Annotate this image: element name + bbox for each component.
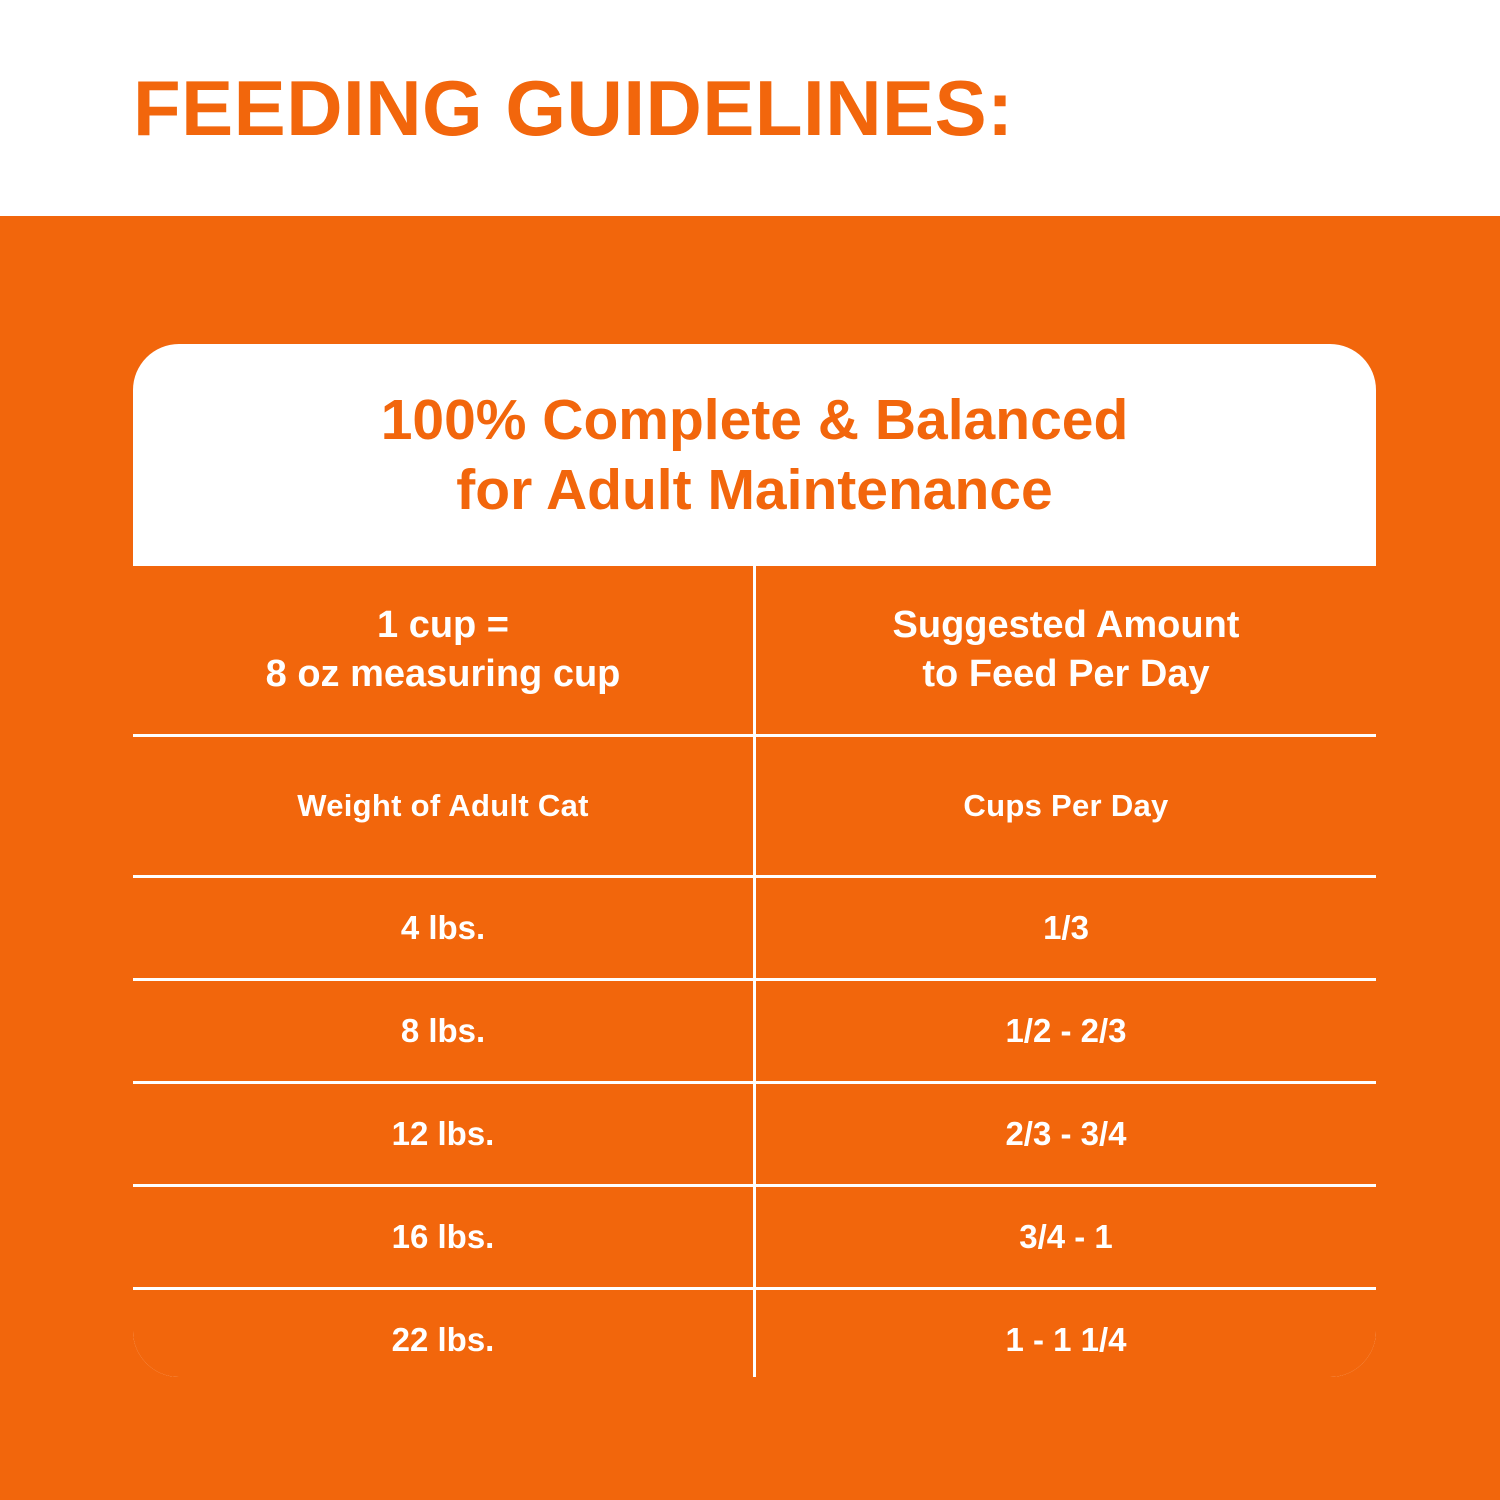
table-row [133, 1083, 1376, 1186]
table-top-header-row [133, 566, 1376, 736]
feeding-panel [133, 344, 1376, 1377]
cell-weight: 16 lbs. [133, 1186, 755, 1289]
column-header-weight: Weight of Adult Cat [133, 736, 755, 877]
suggested-amount-line-2: to Feed Per Day [922, 653, 1210, 695]
cell-weight: 22 lbs. [133, 1289, 755, 1378]
cell-weight: 4 lbs. [133, 877, 755, 980]
cup-definition-line-1: 1 cup = [377, 603, 509, 646]
cell-cups: 3/4 - 1 [755, 1186, 1377, 1289]
cell-cups: 1/3 [755, 877, 1377, 980]
cell-cups: 1/2 - 2/3 [755, 980, 1377, 1083]
cell-weight: 8 lbs. [133, 980, 755, 1083]
header-band [0, 0, 1500, 216]
table-column-header-row [133, 736, 1376, 877]
cup-definition-cell [133, 566, 755, 736]
table-row [133, 877, 1376, 980]
table-row [133, 1289, 1376, 1378]
cell-cups: 2/3 - 3/4 [755, 1083, 1377, 1186]
table-row [133, 980, 1376, 1083]
feeding-table [133, 566, 1376, 1377]
cell-cups: 1 - 1 1/4 [755, 1289, 1377, 1378]
page-title: FEEDING GUIDELINES: [133, 64, 1014, 152]
panel-heading [133, 344, 1376, 525]
suggested-amount-cell [755, 566, 1377, 736]
cell-weight: 12 lbs. [133, 1083, 755, 1186]
table-row [133, 1186, 1376, 1289]
panel-heading-line-1: 100% Complete & Balanced [380, 388, 1129, 452]
cup-definition-line-2: 8 oz measuring cup [265, 653, 621, 695]
column-header-cups: Cups Per Day [755, 736, 1377, 877]
suggested-amount-line-1: Suggested Amount [892, 603, 1240, 646]
panel-heading-line-2: for Adult Maintenance [456, 457, 1053, 522]
